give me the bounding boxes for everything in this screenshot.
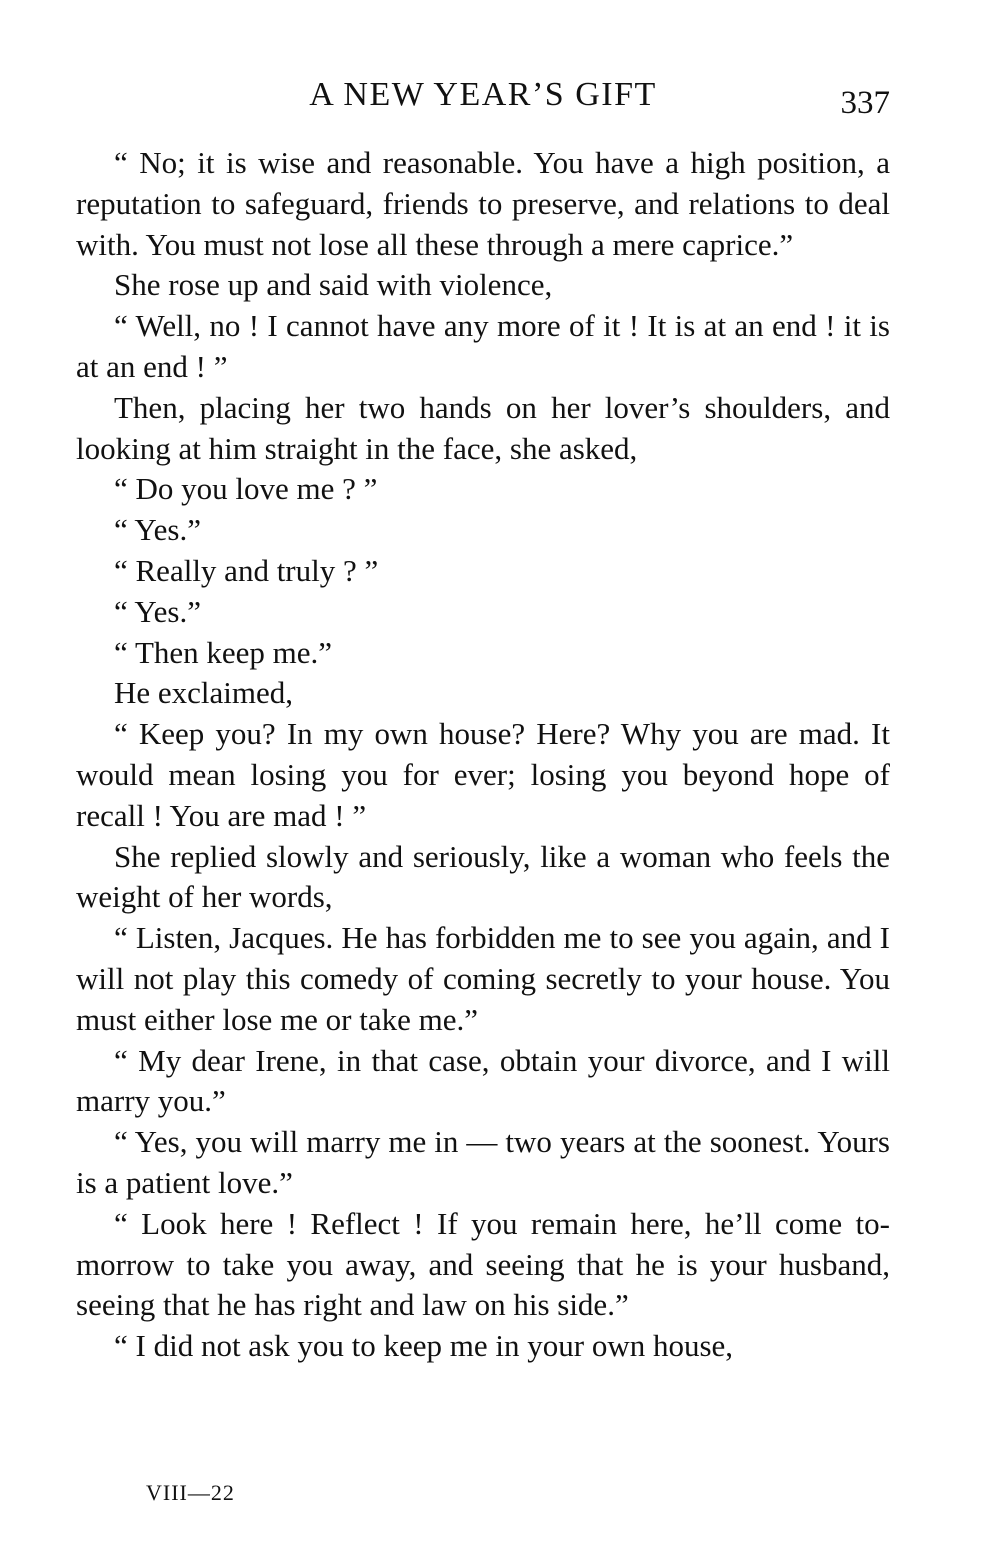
paragraph: “ Keep you? In my own house? Here? Why you are mad. It would mean losing you for ever; losing you beyond hope of recall ! You are mad ! ” xyxy=(76,716,890,833)
paragraph: She rose up and said with violence, xyxy=(114,267,553,303)
paragraph: “ Really and truly ? ” xyxy=(114,552,379,588)
paragraph: “ My dear Irene, in that case, obtain your divorce, and I will marry you.” xyxy=(76,1042,890,1119)
paragraph: “ No; it is wise and reasonable. You have a high position, a reputation to safeguard, friends to preserve, and relations to deal with. You must not lose all these through a mere caprice.” xyxy=(76,145,890,262)
paragraph: “ Do you love me ? ” xyxy=(114,471,378,507)
paragraph: Then, placing her two hands on her lover’s shoulders, and looking at him straight in the face, she asked, xyxy=(76,389,890,466)
paragraph: “ Listen, Jacques. He has forbidden me to see you again, and I will not play this comedy of coming secretly to your house. You must either lose me or take me.” xyxy=(76,920,890,1037)
paragraph: “ Yes, you will marry me in — two years at the soonest. Yours is a patient love.” xyxy=(76,1124,890,1200)
signature-mark: VIII—22 xyxy=(146,1480,235,1505)
body-text xyxy=(76,143,890,1367)
paragraph: “ Well, no ! I cannot have any more of it ! It is at an end ! it is at an end ! ” xyxy=(76,308,890,384)
paragraph: “ I did not ask you to keep me in your own house, xyxy=(114,1328,734,1364)
paragraph: “ Yes.” xyxy=(114,593,201,629)
paragraph: “ Then keep me.” xyxy=(114,634,333,670)
paragraph: “ Yes.” xyxy=(114,512,201,548)
chapter-title: A NEW YEAR’S GIFT xyxy=(309,76,657,113)
page-number: 337 xyxy=(840,85,890,121)
paragraph: “ Look here ! Reflect ! If you remain here, he’ll come to-morrow to take you away, and seeing that he is your husband, seeing that he has right and law on his side.” xyxy=(76,1205,890,1323)
paragraph: He exclaimed, xyxy=(114,675,294,711)
running-head xyxy=(76,72,890,121)
paragraph: She replied slowly and seriously, like a woman who feels the weight of her words, xyxy=(76,838,890,915)
